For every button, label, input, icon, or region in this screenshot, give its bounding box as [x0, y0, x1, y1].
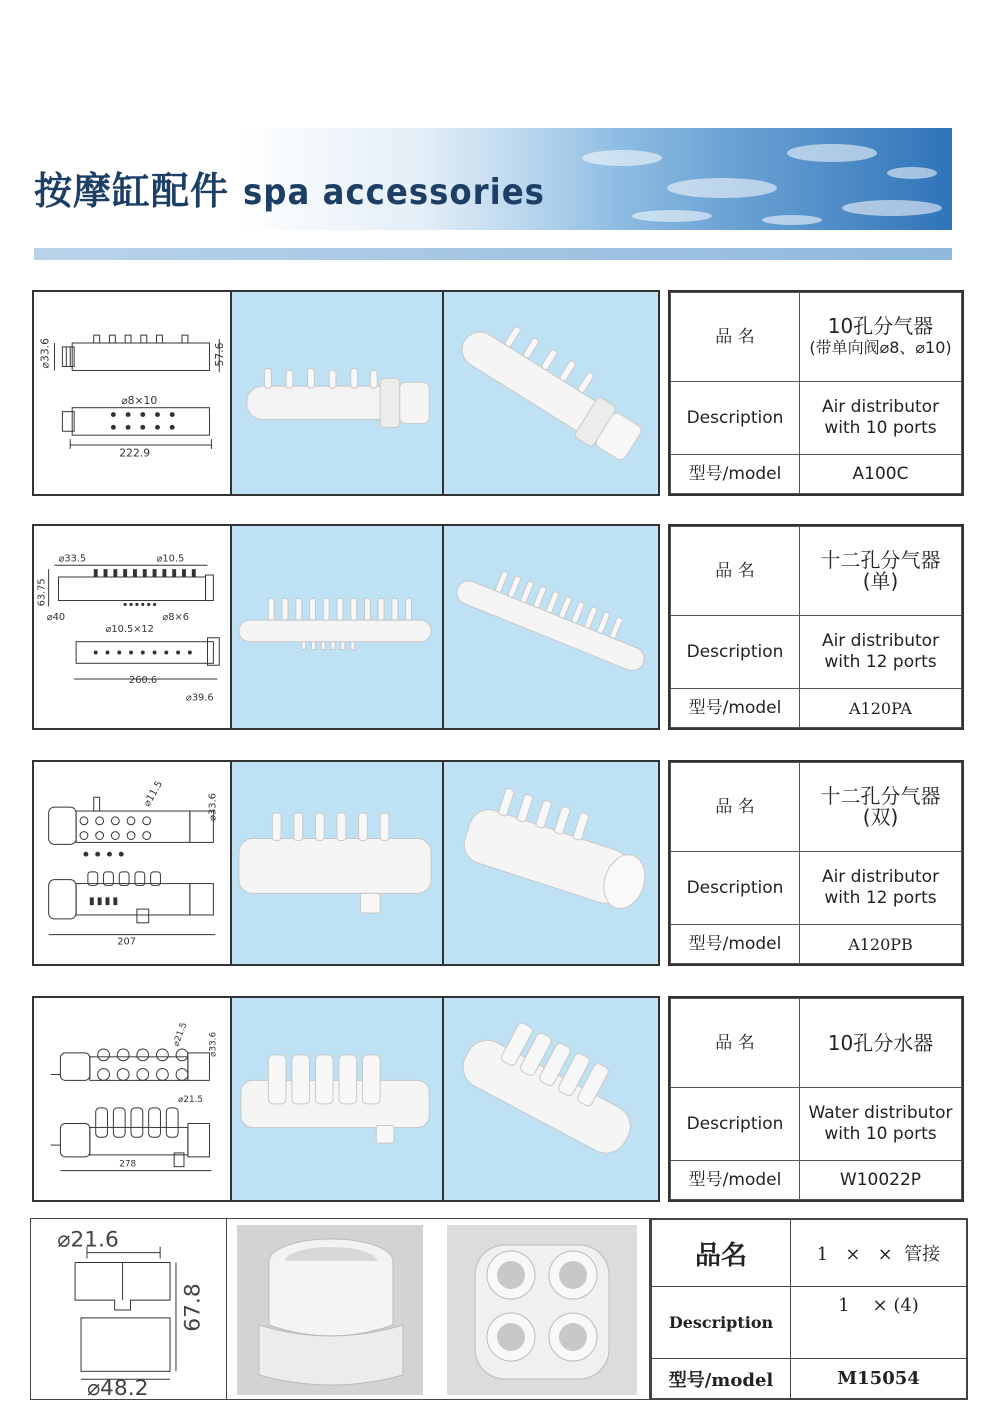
product-photo-2b	[444, 526, 658, 728]
description-label: Description	[652, 1287, 791, 1359]
product-name: 10孔分水器	[800, 999, 962, 1088]
product-images-1	[32, 290, 660, 496]
technical-drawing-4	[34, 998, 232, 1200]
dim-label: ⌀10.5×12	[105, 623, 154, 635]
name-label: 品 名	[671, 999, 800, 1088]
product-row-3	[32, 760, 964, 968]
description-label: Description	[671, 616, 800, 689]
dim-label: ⌀8×6	[162, 612, 189, 624]
product-name: 十二孔分气器 (单)	[800, 527, 962, 616]
product-images-4	[32, 996, 660, 1202]
dim-label: 278	[119, 1159, 137, 1170]
page-title	[34, 160, 545, 215]
product-model: A120PB	[800, 925, 962, 964]
name-label: 品 名	[671, 293, 800, 382]
dim-label: 67.8	[180, 1283, 206, 1332]
product-model: W10022P	[800, 1161, 962, 1200]
technical-drawing-3	[34, 762, 232, 964]
product-description: Air distributor with 12 ports	[800, 616, 962, 689]
product-row-2	[32, 524, 964, 732]
header-divider-band	[34, 248, 952, 260]
dim-label: ⌀33.6	[207, 793, 219, 821]
product-model: M15054	[791, 1359, 967, 1399]
dim-label: ⌀21.5	[171, 1021, 190, 1049]
product-photo-3b	[444, 762, 658, 964]
title-english: spa accessories	[243, 172, 545, 213]
product-images-2	[32, 524, 660, 730]
product-images-5	[30, 1218, 650, 1400]
model-label: 型号/model	[671, 1161, 800, 1200]
product-name: 十二孔分气器 (双)	[800, 763, 962, 852]
model-label: 型号/model	[652, 1359, 791, 1399]
technical-drawing-1	[34, 292, 232, 494]
product-description: 1 × (4)	[791, 1287, 967, 1359]
product-photo-4a	[232, 998, 444, 1200]
product-photo-5b	[447, 1225, 637, 1395]
product-description: Air distributor with 10 ports	[800, 382, 962, 455]
technical-drawing-5	[31, 1219, 227, 1399]
product-photo-5a	[237, 1225, 423, 1395]
technical-drawing-2	[34, 526, 232, 728]
product-row-4	[32, 996, 964, 1204]
dim-label: ⌀21.6	[57, 1227, 119, 1253]
product-photo-3a	[232, 762, 444, 964]
dim-label: 260.6	[129, 674, 158, 686]
product-model: A120PA	[800, 689, 962, 728]
dim-label: ⌀33.6	[208, 1031, 219, 1057]
dim-label: 57.6	[213, 342, 227, 367]
description-label: Description	[671, 852, 800, 925]
dim-label: ⌀21.5	[178, 1094, 204, 1105]
name-label: 品名	[652, 1220, 791, 1287]
dim-label: ⌀11.5	[141, 779, 166, 809]
product-info-table-2	[668, 524, 964, 730]
title-chinese: 按摩缸配件	[34, 169, 230, 213]
model-label: 型号/model	[671, 455, 800, 494]
dim-label: 207	[117, 936, 136, 948]
dim-label: ⌀48.2	[86, 1376, 149, 1399]
product-photo-1a	[232, 292, 444, 494]
product-photo-1b	[444, 292, 658, 494]
dim-label: ⌀39.6	[185, 692, 214, 704]
product-name: 10孔分气器 (带单向阀⌀8、⌀10)	[800, 293, 962, 382]
dim-label: ⌀33.5	[58, 553, 87, 565]
product-info-table-3	[668, 760, 964, 966]
dim-label: 63.75	[36, 578, 48, 607]
description-label: Description	[671, 382, 800, 455]
product-row-5	[30, 1218, 968, 1402]
product-model: A100C	[800, 455, 962, 494]
dim-label: 222.9	[119, 446, 151, 460]
dim-label: ⌀8×10	[121, 393, 158, 407]
product-info-table-4	[668, 996, 964, 1202]
product-images-3	[32, 760, 660, 966]
model-label: 型号/model	[671, 925, 800, 964]
name-label: 品 名	[671, 527, 800, 616]
product-name: 1 × × 管接	[791, 1220, 967, 1287]
dim-label: ⌀33.6	[38, 338, 52, 369]
description-label: Description	[671, 1088, 800, 1161]
product-description: Water distributor with 10 ports	[800, 1088, 962, 1161]
model-label: 型号/model	[671, 689, 800, 728]
product-description: Air distributor with 12 ports	[800, 852, 962, 925]
name-label: 品 名	[671, 763, 800, 852]
product-row-1	[32, 290, 964, 498]
product-info-table-1	[668, 290, 964, 496]
product-photo-4b	[444, 998, 658, 1200]
product-info-table-5	[650, 1218, 968, 1400]
dim-label: ⌀40	[46, 612, 66, 624]
product-photo-2a	[232, 526, 444, 728]
dim-label: ⌀10.5	[156, 553, 185, 565]
